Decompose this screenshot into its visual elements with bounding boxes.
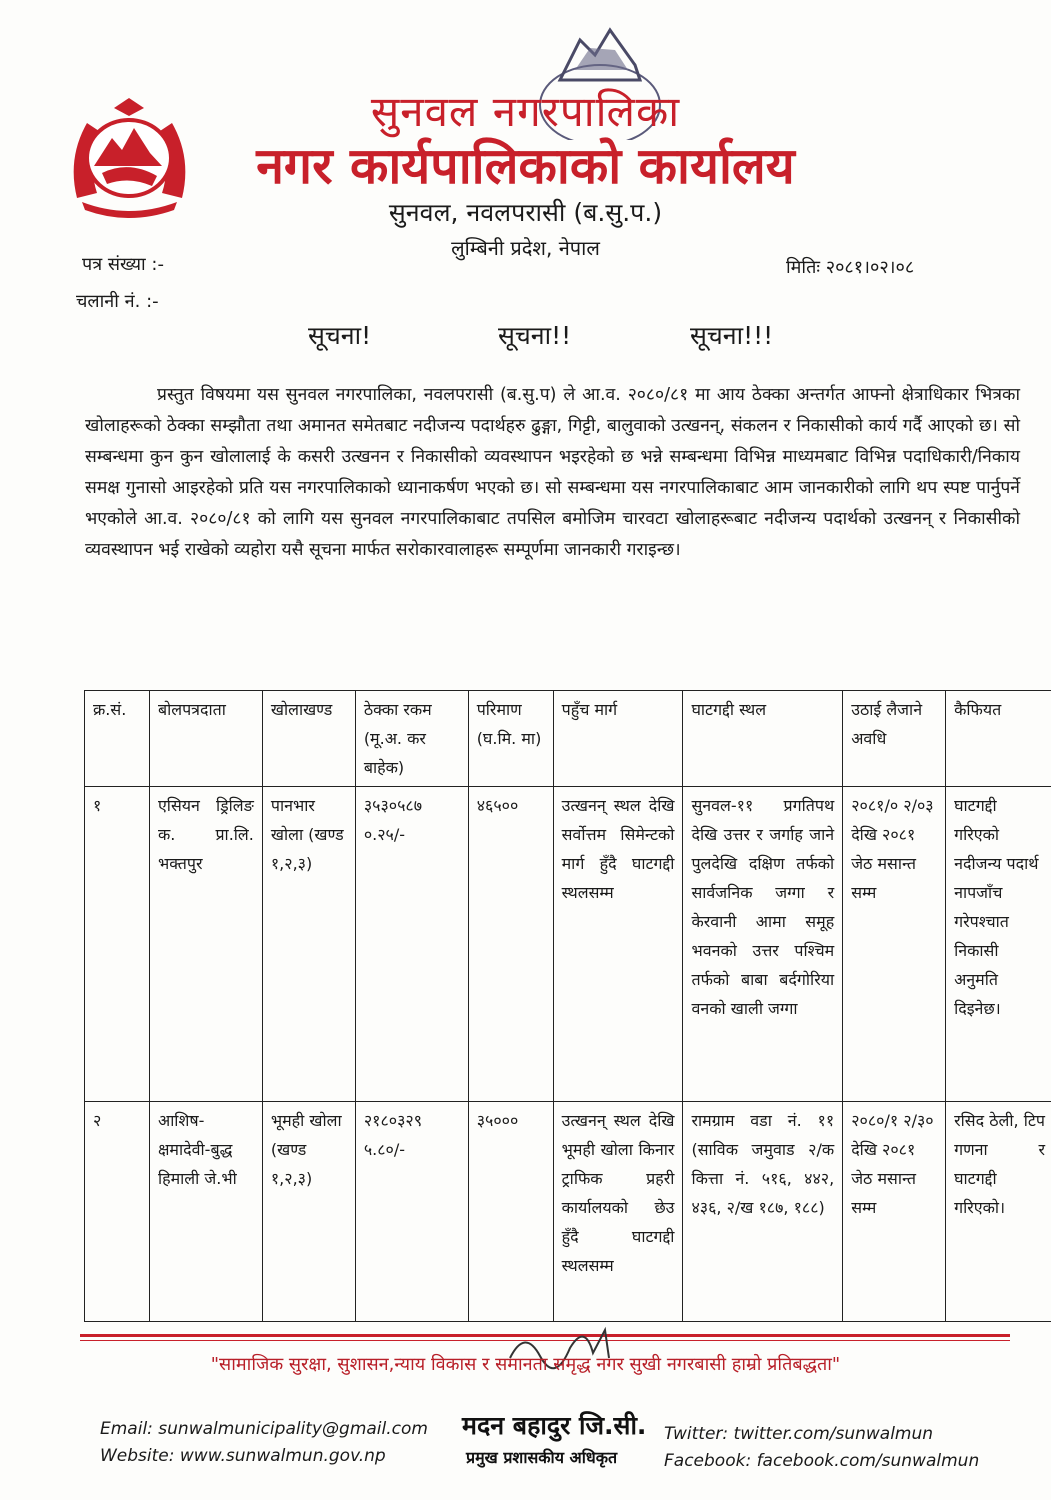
cell-quantity: ३५००० bbox=[468, 1102, 553, 1322]
cell-access-route: उत्खनन् स्थल देखि भूमही खोला किनार ट्राफिक प्रहरी कार्यालयको छेउ हुँदै घाटगद्दी स्थलसम्म bbox=[553, 1102, 683, 1322]
signatory-name: मदन बहादुर जि.सी. bbox=[462, 1411, 647, 1440]
col-header-river-section: खोलाखण्ड bbox=[262, 691, 355, 787]
footer-website: Website: www.sunwalmun.gov.np bbox=[100, 1446, 386, 1466]
col-header-access-route: पहुँच मार्ग bbox=[553, 691, 683, 787]
table-row bbox=[85, 1102, 1051, 1322]
cell-storage-site: रामग्राम वडा नं. ११ (साविक जमुवाड २/क कित्ता नं. ५१६, ४४२, ४३६, २/ख १८७, १८८) bbox=[683, 1102, 843, 1322]
col-header-remarks: कैफियत bbox=[946, 691, 1051, 787]
cell-contract-amount: २१८०३२९ ५.८०/- bbox=[355, 1102, 468, 1322]
motto-text: "सामाजिक सुरक्षा, सुशासन,न्याय विकास र समानता समृद्ध नगर सुखी नगरबासी हाम्रो प्रतिबद्धता" bbox=[210, 1354, 841, 1375]
cell-river-section: भूमही खोला (खण्ड १,२,३) bbox=[262, 1102, 355, 1322]
cell-remarks: रसिद ठेली, टिप गणना र घाटगद्दी गरिएको। bbox=[946, 1102, 1051, 1322]
cell-serial: २ bbox=[85, 1102, 150, 1322]
municipality-name: सुनवल नगरपालिका bbox=[370, 87, 681, 136]
cell-contract-amount: ३५३०५८७ ०.२५/- bbox=[355, 787, 468, 1102]
col-header-contract-amount: ठेक्का रकम (मू.अ. कर बाहेक) bbox=[355, 691, 468, 787]
footer-facebook: Facebook: facebook.com/sunwalmun bbox=[664, 1451, 980, 1471]
col-header-period: उठाई लैजाने अवधि bbox=[843, 691, 946, 787]
notice-heading-3: सूचना!!! bbox=[690, 321, 774, 350]
cell-remarks: घाटगद्दी गरिएको नदीजन्य पदार्थ नापजाँच गरेपश्चात निकासी अनुमति दिइनेछ। bbox=[946, 787, 1051, 1102]
col-header-bidder: बोलपत्रदाता bbox=[149, 691, 262, 787]
office-name: नगर कार्यपालिकाको कार्यालय bbox=[256, 137, 795, 195]
notice-heading-2: सूचना!! bbox=[498, 321, 572, 350]
cell-period: २०८०/१ २/३० देखि २०८१ जेठ मसान्त सम्म bbox=[843, 1102, 946, 1322]
signatory-title: प्रमुख प्रशासकीय अधिकृत bbox=[466, 1448, 618, 1467]
letter-date: मितिः २०८१।०२।०८ bbox=[786, 257, 915, 278]
letter-number-label: पत्र संख्या :- bbox=[82, 254, 164, 275]
extraction-table bbox=[84, 690, 1051, 1322]
table-header-row bbox=[85, 691, 1051, 787]
col-header-storage-site: घाटगद्दी स्थल bbox=[683, 691, 843, 787]
notice-body: प्रस्तुत विषयमा यस सुनवल नगरपालिका, नवलपरासी (ब.सु.प) ले आ.व. २०८०/८१ मा आय ठेक्का अन्तर्गत आफ्नो क्षेत्राधिकार भित्रका खोलाहरूको ठेक्का सम्झौता तथा अमानत समेतबाट नदीजन्य पदार्थहरु ढुङ्गा, गिट्टी, बालुवाको उत्खनन्, संकलन र निकासीको कार्य गर्दै आएको छ। सो सम्बन्धमा कुन कुन खोलालाई के कसरी उत्खनन र निकासीको व्यवस्थापन भइरहेको छ भन्ने सम्बन्धमा विभिन्न माध्यमबाट विभिन्न पदाधिकारी/निकाय समक्ष गुनासो आइरहेको प्रति यस नगरपालिकाको ध्यानाकर्षण भएको छ। सो सम्बन्धमा यस नगरपालिकाबाट आम जानकारीको लागि थप स्पष्ट पार्नुपर्ने भएकोले आ.व. २०८०/८१ को लागि यस सुनवल नगरपालिकाबाट तपसिल बमोजिम चारवटा खोलाहरूबाट नदीजन्य पदार्थको उत्खनन् र निकासीको व्यवस्थापन भई राखेको व्यहोरा यसै सूचना मार्फत सरोकारवालाहरू सम्पूर्णमा जानकारी गराइन्छ। bbox=[85, 385, 1020, 560]
notice-heading-1: सूचना! bbox=[308, 321, 372, 350]
col-header-serial: क्र.सं. bbox=[85, 691, 150, 787]
col-header-quantity: परिमाण (घ.मि. मा) bbox=[468, 691, 553, 787]
cell-access-route: उत्खनन् स्थल देखि सर्वोत्तम सिमेन्टको मार्ग हुँदै घाटगद्दी स्थलसम्म bbox=[553, 787, 683, 1102]
cell-bidder: एसियन ड्रिलिङ क. प्रा.लि. भक्तपुर bbox=[149, 787, 262, 1102]
footer-twitter: Twitter: twitter.com/sunwalmun bbox=[664, 1424, 934, 1444]
table-row bbox=[85, 787, 1051, 1102]
cell-serial: १ bbox=[85, 787, 150, 1102]
cell-bidder: आशिष- क्षमादेवी-बुद्ध हिमाली जे.भी bbox=[149, 1102, 262, 1322]
cell-period: २०८१/० २/०३ देखि २०८१ जेठ मसान्त सम्म bbox=[843, 787, 946, 1102]
cell-quantity: ४६५०० bbox=[468, 787, 553, 1102]
cell-storage-site: सुनवल-११ प्रगतिपथ देखि उत्तर र जर्गाह जाने पुलदेखि दक्षिण तर्फको सार्वजनिक जग्गा र केरवानी आमा समूह भवनको उत्तर पश्चिम तर्फको बाबा बर्दगोरिया वनको खाली जग्गा bbox=[683, 787, 843, 1102]
footer-email: Email: sunwalmunicipality@gmail.com bbox=[100, 1419, 428, 1439]
office-address: सुनवल, नवलपरासी (ब.सु.प.) bbox=[388, 198, 663, 227]
dispatch-number-label: चलानी नं. :- bbox=[76, 291, 159, 312]
province-name: लुम्बिनी प्रदेश, नेपाल bbox=[451, 236, 600, 260]
cell-river-section: पानभार खोला (खण्ड १,२,३) bbox=[262, 787, 355, 1102]
